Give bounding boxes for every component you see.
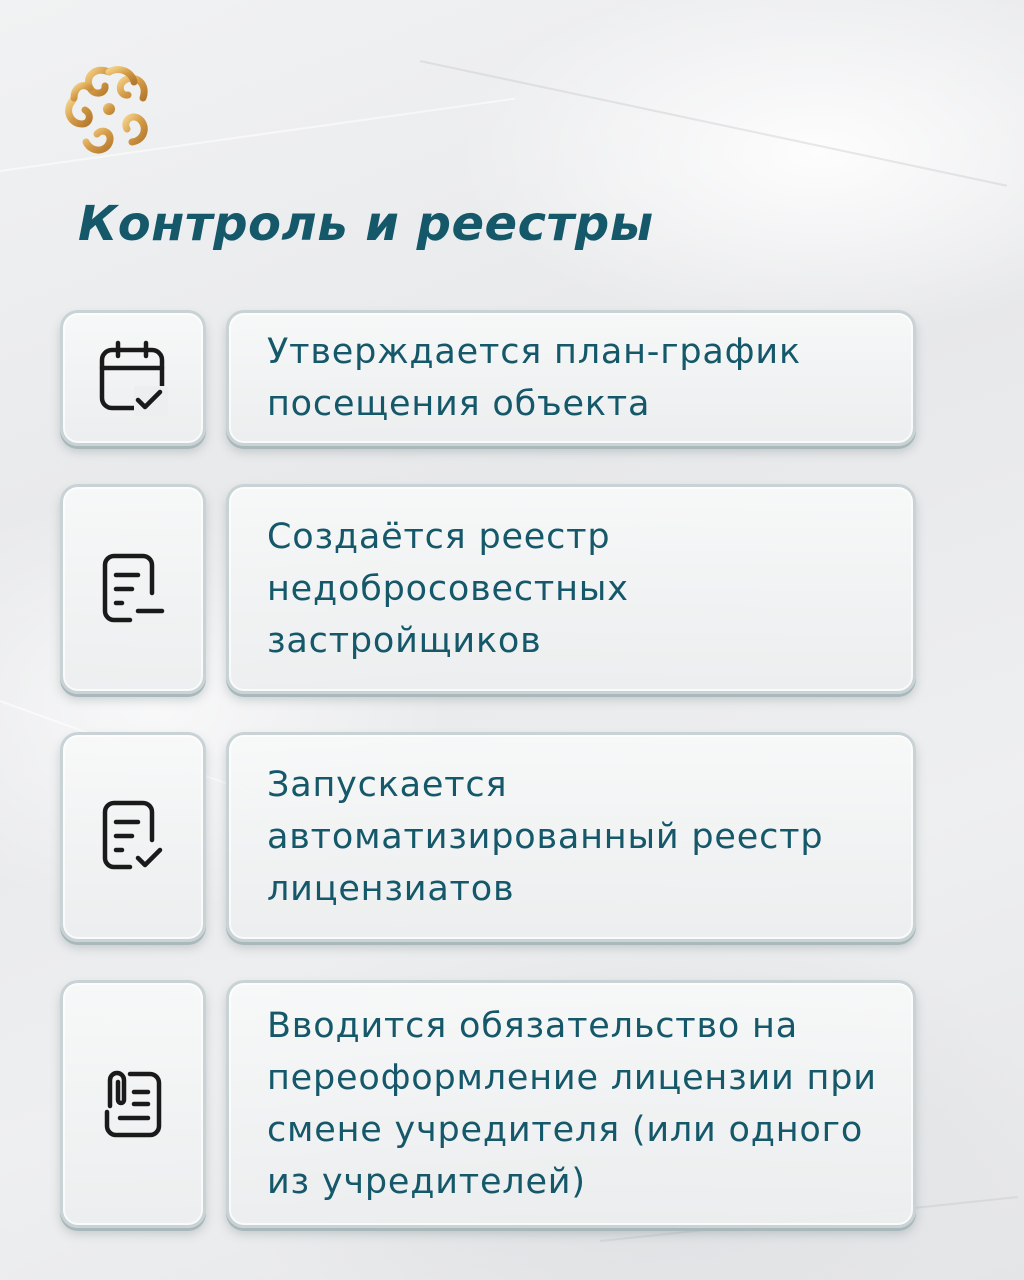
item-text-card xyxy=(226,732,916,942)
item-text-card xyxy=(226,484,916,694)
document-minus-icon xyxy=(100,553,166,625)
item-text: Утверждается план-график посещения объекта xyxy=(267,332,801,424)
item-text-card xyxy=(226,980,916,1228)
ornament-logo-icon xyxy=(60,62,158,156)
document-check-icon xyxy=(100,800,166,874)
item-text: Вводится обязательство на переоформление лицензии при смене учредителя (или одного из учредителей) xyxy=(267,1006,877,1202)
item-text-card xyxy=(226,310,916,446)
paper-crease xyxy=(420,60,1007,187)
page-title: Контроль и реестры xyxy=(78,196,654,252)
document-clip-icon xyxy=(100,1068,166,1140)
item-icon-card xyxy=(60,732,206,942)
item-icon-card xyxy=(60,310,206,446)
item-text: Запускается автоматизированный реестр лицензиатов xyxy=(267,765,824,909)
item-text: Создаётся реестр недобросовестных застройщиков xyxy=(267,517,629,661)
item-icon-card xyxy=(60,484,206,694)
calendar-check-icon xyxy=(98,340,168,416)
item-icon-card xyxy=(60,980,206,1228)
